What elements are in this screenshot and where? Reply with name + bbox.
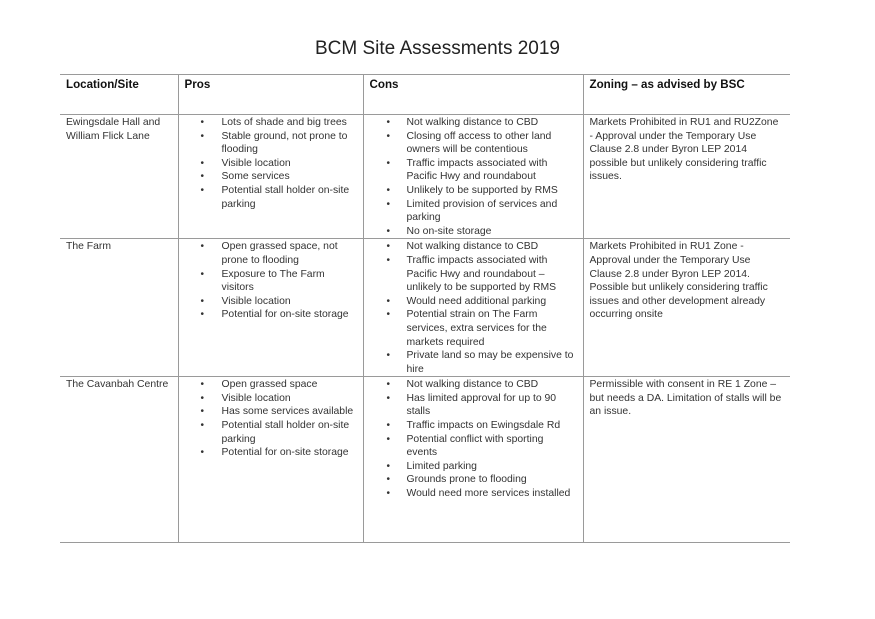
zoning-cell bbox=[583, 239, 790, 377]
list-item: • Limited parking bbox=[370, 460, 577, 474]
cons-cell bbox=[363, 115, 583, 239]
zoning-cell bbox=[583, 115, 790, 239]
cons-list bbox=[370, 240, 577, 376]
header-location: Location/Site bbox=[60, 75, 178, 115]
cons-cell bbox=[363, 239, 583, 377]
list-item: • Grounds prone to flooding bbox=[370, 473, 577, 487]
list-item: • Visible location bbox=[185, 295, 357, 309]
list-item: • Visible location bbox=[185, 157, 357, 171]
table-row bbox=[60, 377, 790, 543]
zoning-text: Markets Prohibited in RU1 Zone - Approval under the Temporary Use Clause 2.8 under Byron LEP 2014. Possible but unlikely considering traffic issues and other development already occurring onsite bbox=[589, 241, 768, 321]
list-item: • Some services bbox=[185, 170, 357, 184]
list-item: • No on-site storage bbox=[370, 225, 577, 239]
list-item: • Closing off access to other land owners will be contentious bbox=[370, 130, 577, 157]
document-title: BCM Site Assessments 2019 bbox=[315, 38, 560, 59]
list-item: • Has some services available bbox=[185, 405, 357, 419]
table-row bbox=[60, 239, 790, 377]
site-cell bbox=[60, 115, 178, 239]
list-item: • Not walking distance to CBD bbox=[370, 378, 577, 392]
zoning-cell bbox=[583, 377, 790, 543]
pros-cell bbox=[178, 239, 363, 377]
pros-list bbox=[185, 240, 357, 322]
table-row bbox=[60, 115, 790, 239]
header-zoning: Zoning – as advised by BSC bbox=[583, 75, 790, 115]
list-item: • Traffic impacts on Ewingsdale Rd bbox=[370, 419, 577, 433]
site-name: The Cavanbah Centre bbox=[66, 379, 169, 391]
list-item: • Would need more services installed bbox=[370, 487, 577, 501]
header-pros: Pros bbox=[178, 75, 363, 115]
pros-cell bbox=[178, 377, 363, 543]
cons-list bbox=[370, 378, 577, 500]
site-name: Ewingsdale Hall and William Flick Lane bbox=[66, 117, 161, 142]
list-item: • Potential for on-site storage bbox=[185, 446, 357, 460]
pros-list bbox=[185, 378, 357, 460]
list-item: • Stable ground, not prone to flooding bbox=[185, 130, 357, 157]
list-item: • Has limited approval for up to 90 stalls bbox=[370, 392, 577, 419]
site-name: The Farm bbox=[66, 241, 112, 253]
zoning-text: Permissible with consent in RE 1 Zone – but needs a DA. Limitation of stalls will be an issue. bbox=[589, 379, 782, 418]
header-cons: Cons bbox=[363, 75, 583, 115]
list-item: • Potential stall holder on-site parking bbox=[185, 419, 357, 446]
list-item: • Not walking distance to CBD bbox=[370, 240, 577, 254]
list-item: • Potential strain on The Farm services, extra services for the markets required bbox=[370, 308, 577, 349]
list-item: • Potential conflict with sporting events bbox=[370, 433, 577, 460]
list-item: • Limited provision of services and parking bbox=[370, 198, 577, 225]
list-item: • Private land so may be expensive to hire bbox=[370, 349, 577, 376]
list-item: • Open grassed space bbox=[185, 378, 357, 392]
table-header-row bbox=[60, 75, 790, 115]
list-item: • Open grassed space, not prone to flooding bbox=[185, 240, 357, 267]
list-item: • Potential stall holder on-site parking bbox=[185, 184, 357, 211]
site-cell bbox=[60, 239, 178, 377]
list-item: • Exposure to The Farm visitors bbox=[185, 268, 357, 295]
cons-list bbox=[370, 116, 577, 238]
list-item: • Lots of shade and big trees bbox=[185, 116, 357, 130]
pros-cell bbox=[178, 115, 363, 239]
list-item: • Potential for on-site storage bbox=[185, 308, 357, 322]
list-item: • Traffic impacts associated with Pacific Hwy and roundabout – unlikely to be supported by RMS bbox=[370, 254, 577, 295]
zoning-text: Markets Prohibited in RU1 and RU2Zone - Approval under the Temporary Use Clause 2.8 under Byron LEP 2014 possible but unlikely considering traffic issues. bbox=[589, 117, 779, 183]
pros-list bbox=[185, 116, 357, 211]
list-item: • Would need additional parking bbox=[370, 295, 577, 309]
list-item: • Not walking distance to CBD bbox=[370, 116, 577, 130]
cons-cell bbox=[363, 377, 583, 543]
list-item: • Traffic impacts associated with Pacific Hwy and roundabout bbox=[370, 157, 577, 184]
list-item: • Unlikely to be supported by RMS bbox=[370, 184, 577, 198]
site-assessment-table bbox=[60, 74, 790, 543]
site-cell bbox=[60, 377, 178, 543]
list-item: • Visible location bbox=[185, 392, 357, 406]
